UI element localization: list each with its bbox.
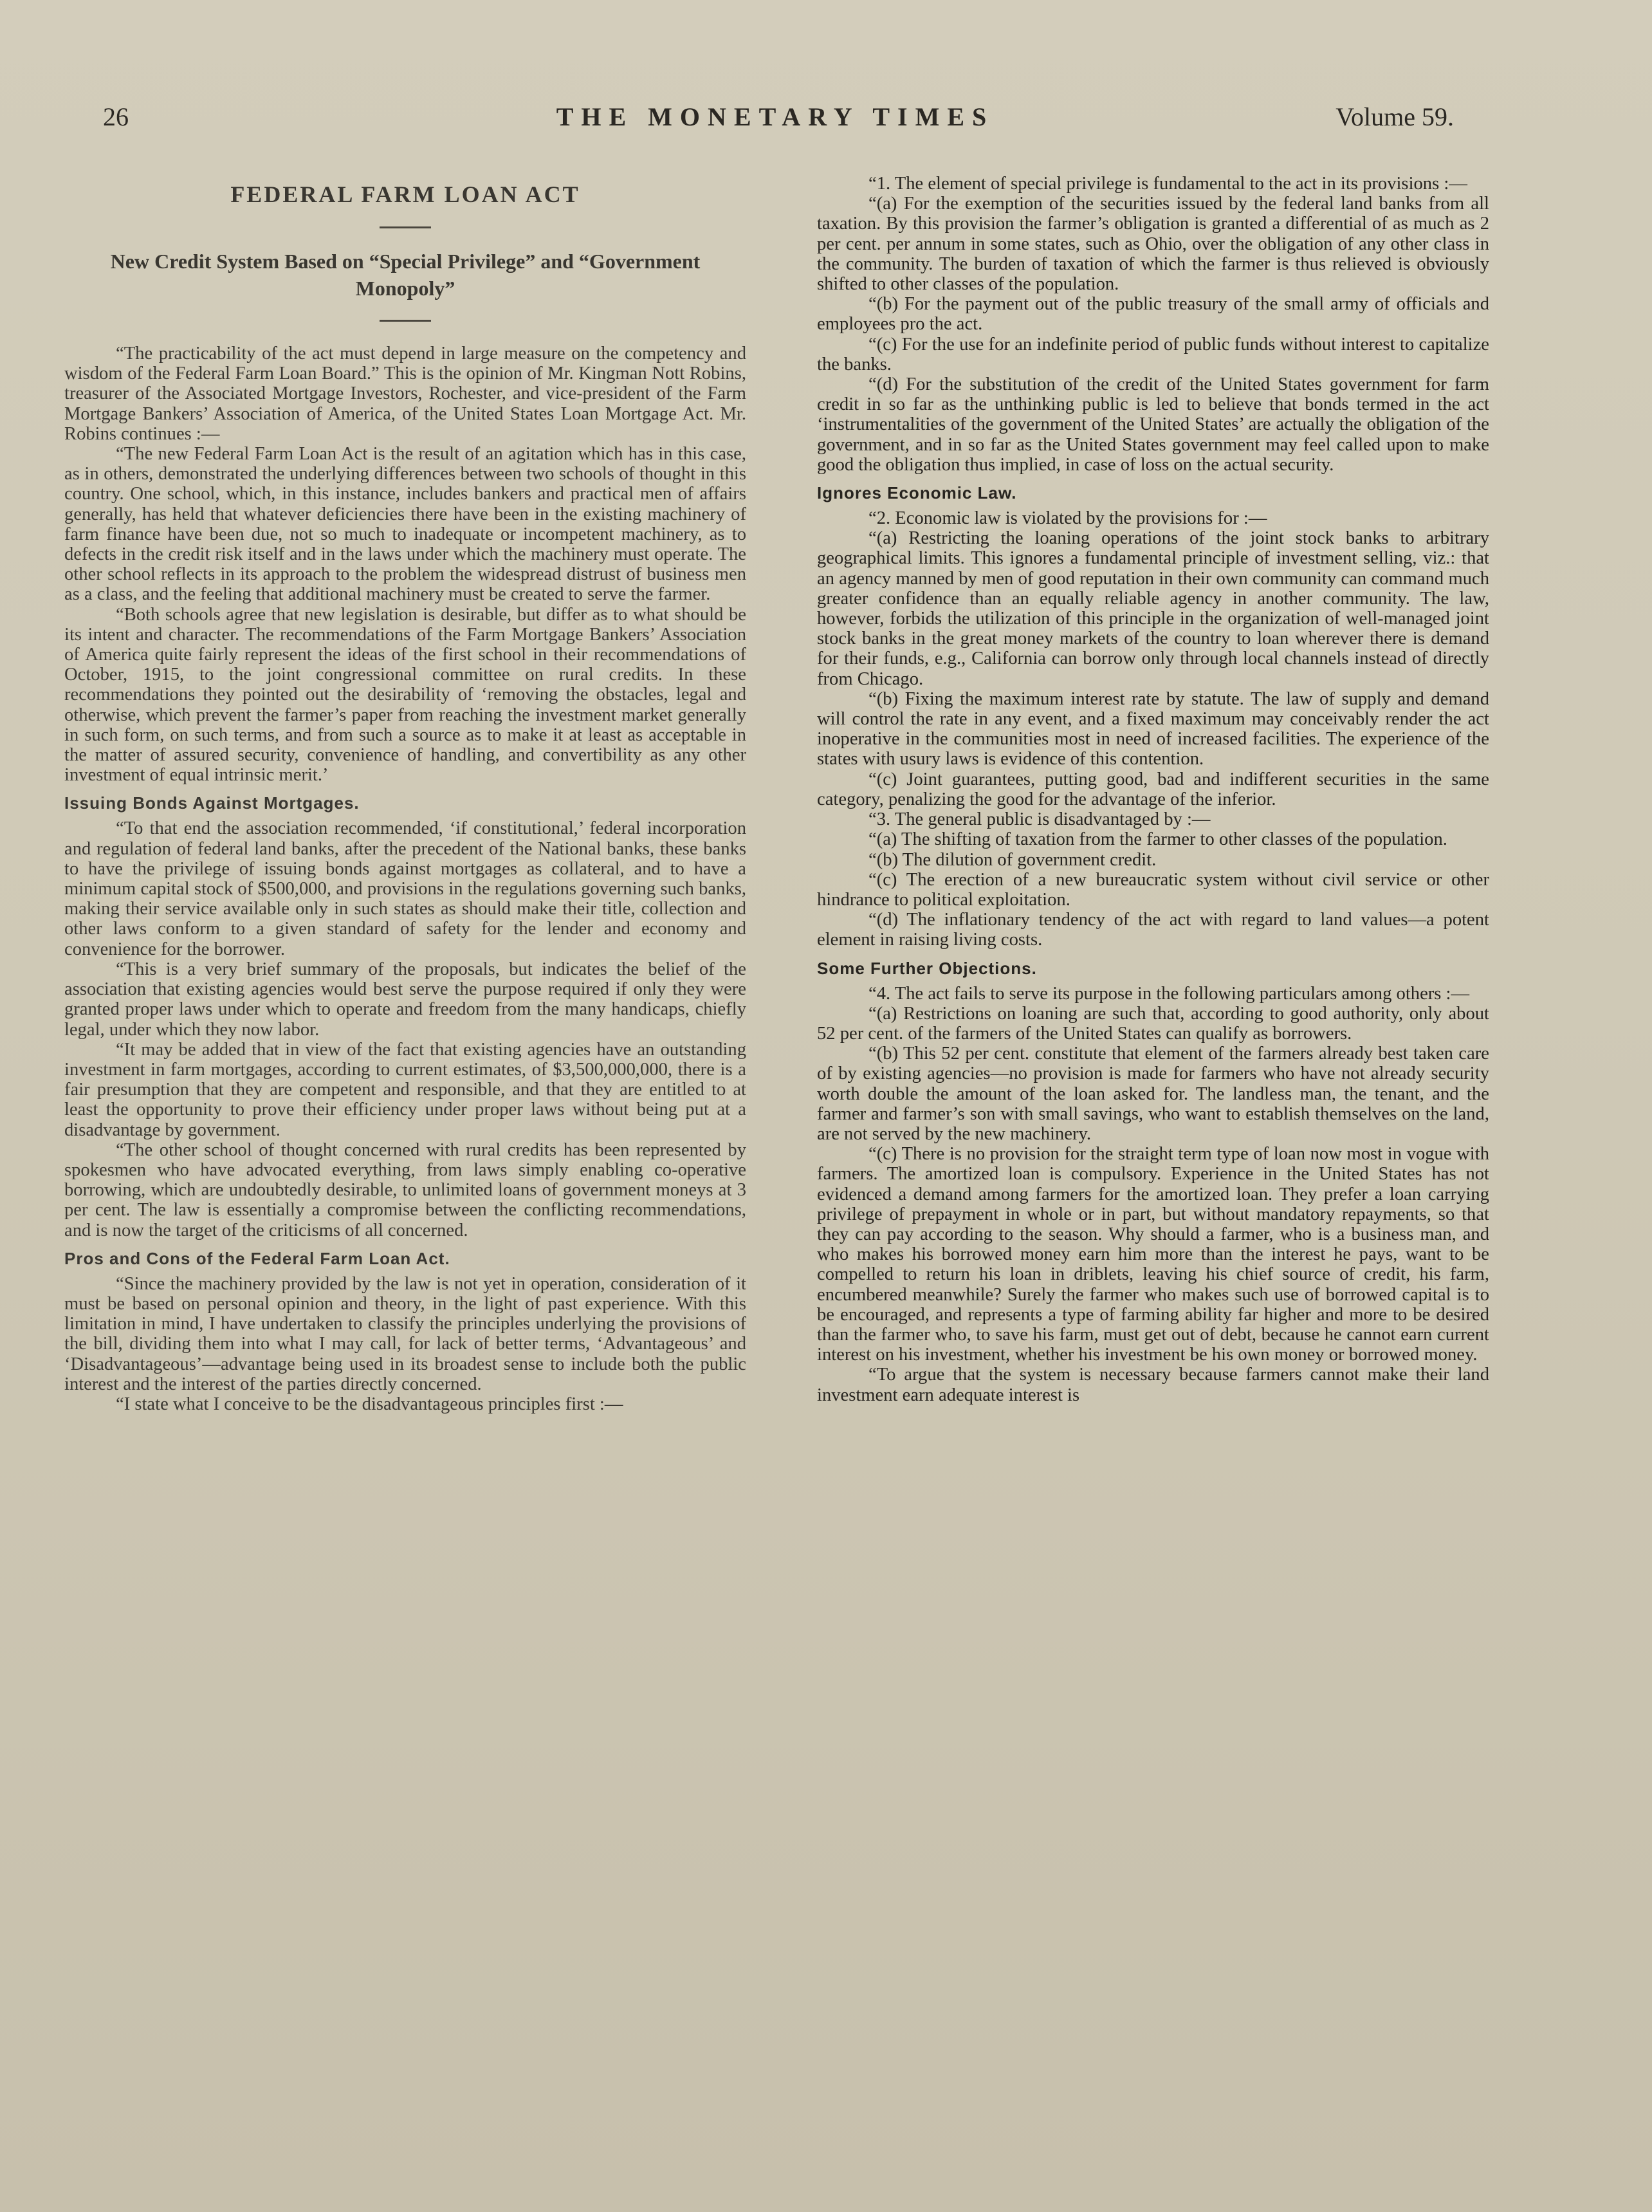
paragraph: “To that end the association recommended, ‘if constitutional,’ federal incorporation and regulation of federal land banks, after the precedent of the National banks, these banks to have the privilege of issuing bonds against mortgages as collateral, and to have a minimum capital stock of $500,000, and provisions in the regulations governing such banks, making their service available only in such states as should make their title, collection and other laws conform to a given standard of safety for the lender and economy and convenience for the borrower.	[64, 818, 746, 959]
paragraph: “(a) The shifting of taxation from the farmer to other classes of the population.	[868, 829, 1447, 850]
paragraph: “3. The general public is disadvantaged by :—	[868, 809, 1211, 830]
paragraph: “(c) Joint guarantees, putting good, bad and indifferent securities in the same category, penalizing the good for the advantage of the inferior.	[817, 769, 1489, 809]
paragraph: “It may be added that in view of the fact that existing agencies have an outstanding investment in farm mortgages, according to current estimates, of $3,500,000,000, there is a fair presumption that they are competent and responsible, and that they are entitled to at least the opportunity to prove their efficiency under proper laws without being put at a disadvantage by government.	[64, 1039, 746, 1140]
paragraph: “I state what I conceive to be the disadvantageous principles first :—	[116, 1394, 623, 1414]
paragraph: “(d) The inflationary tendency of the act with regard to land values—a potent element in raising living costs.	[817, 910, 1489, 950]
paragraph: “(a) Restricting the loaning operations of the joint stock banks to arbitrary geographical limits. This ignores a fundamental principle of investment selling, viz.: that an agency manned by men of good reputation in their own community can command much greater confidence than an equally reliable agency in another community. The law, however, forbids the utilization of this principle in the organization of well-managed joint stock banks in the great money markets of the country to loan wherever there is demand for their funds, e.g., California can borrow only through local channels instead of directly from Chicago.	[817, 528, 1489, 689]
paragraph: “This is a very brief summary of the proposals, but indicates the belief of the association that existing agencies would best serve the purpose required if only they were granted proper laws under which to operate and freedom from the many handicaps, chiefly legal, under which they now labor.	[64, 959, 746, 1040]
right-column	[817, 174, 1489, 1405]
paragraph: “1. The element of special privilege is fundamental to the act in its provisions :—	[868, 174, 1467, 194]
paragraph: “(a) For the exemption of the securities issued by the federal land banks from all taxation. By this provision the farmer’s obligation is granted a differential of as much as 2 per cent. per annum in some states, such as Ohio, over the obligation of any other class in the community. The burden of taxation of which the farmer is thus relieved is obviously shifted to other classes of the population.	[817, 194, 1489, 295]
article-subtitle: New Credit System Based on “Special Privilege” and “Government Monopoly”	[110, 250, 701, 300]
title-divider	[380, 226, 431, 228]
paragraph: “The practicability of the act must depend in large measure on the competency and wisdom of the Federal Farm Loan Board.” This is the opinion of Mr. Kingman Nott Robins, treasurer of the Associated Mortgage Investors, Rochester, and vice-president of the Farm Mortgage Bankers’ Association of America, of the United States Loan Mortgage Act. Mr. Robins continues :—	[64, 344, 746, 444]
paragraph: “The new Federal Farm Loan Act is the result of an agitation which has in this case, as in others, demonstrated the underlying differences between two schools of thought in this country. One school, which, in this instance, includes bankers and practical men of affairs generally, has held that whatever deficiencies there have been in the existing machinery of farm finance have been due, not so much to inadequate or incompetent machinery, as to defects in the credit risk itself and in the laws under which the machinery must operate. The other school reflects in its approach to the problem the widespread distrust of business men as a class, and the feeling that additional machinery must be created to serve the farmer.	[64, 444, 746, 605]
paragraph: “(b) The dilution of government credit.	[868, 849, 1157, 870]
journal-title: THE MONETARY TIMES	[556, 102, 995, 131]
article-title: FEDERAL FARM LOAN ACT	[230, 181, 580, 207]
paragraph: “4. The act fails to serve its purpose in the following particulars among others :—	[868, 983, 1470, 1004]
paragraph: “Since the machinery provided by the law is not yet in operation, consideration of it must be based on personal opinion and theory, in the light of past experience. With this limitation in mind, I have undertaken to classify the principles underlying the provisions of the bill, dividing them into what I may call, for lack of better terms, ‘Advantageous’ and ‘Disadvantageous’—advantage being used in its broadest sense to include both the public interest and the interest of the parties directly concerned.	[64, 1273, 746, 1394]
section-heading: Ignores Economic Law.	[817, 483, 1017, 503]
paragraph: “(c) There is no provision for the straight term type of loan now most in vogue with farmers. The amortized loan is compulsory. Experience in the United States has not evidenced a demand among farmers for the amortized loan. They prefer a loan carrying privilege of prepayment in whole or in part, but without mandatory repayments, so that they can pay according to the season. Why should a farmer, who is a business man, and who makes his borrowed money earn him more than the interest he pays, want to be compelled to return his loan in driblets, leaving his chief source of credit, his farm, encumbered meanwhile? Surely the farmer who makes such use of borrowed capital is to be encouraged, and represents a type of farming ability far higher and more to be desired than the farmer who, to save his farm, must get out of debt, because he cannot earn current interest on his investment, whether his investment be his own money or borrowed money.	[817, 1144, 1489, 1365]
section-heading: Issuing Bonds Against Mortgages.	[64, 793, 360, 813]
left-column	[64, 174, 746, 1414]
paragraph: “(a) Restrictions on loaning are such that, according to good authority, only about 52 per cent. of the farmers of the United States can qualify as borrowers.	[817, 1003, 1489, 1044]
section-heading: Pros and Cons of the Federal Farm Loan Act.	[64, 1248, 450, 1268]
paragraph: “The other school of thought concerned with rural credits has been represented by spokesmen who have advocated everything, from laws simply enabling co-operative borrowing, which are undoubtedly desirable, to unlimited loans of government moneys at 3 per cent. The law is essentially a compromise between the conflicting recommendations, and is now the target of the criticisms of all concerned.	[64, 1139, 746, 1240]
paragraph: “(b) Fixing the maximum interest rate by statute. The law of supply and demand will control the rate in any event, and a fixed maximum may conceivably render the act inoperative in the communities most in need of increased facilities. The experience of the states with usury laws is evidence of this contention.	[817, 688, 1489, 770]
paragraph: “2. Economic law is violated by the provisions for :—	[868, 508, 1267, 529]
volume-label: Volume 59.	[1335, 102, 1454, 131]
subtitle-divider	[380, 320, 431, 322]
paragraph: “(c) For the use for an indefinite period of public funds without interest to capitalize the banks.	[817, 334, 1489, 374]
paragraph: “(d) For the substitution of the credit of the United States government for farm credit in so far as the unthinking public is led to believe that bonds termed in the act ‘instrumentalities of the government of the United States’ are actually the obligation of the government, and in so far as the United States government may feel called upon to make good the obligation thus implied, in case of loss on the actual security.	[817, 374, 1489, 475]
page-header	[96, 102, 1454, 147]
paragraph: “(c) The erection of a new bureaucratic system without civil service or other hindrance to political exploitation.	[817, 869, 1489, 910]
page-number: 26	[103, 102, 129, 131]
paragraph: “(b) This 52 per cent. constitute that element of the farmers already best taken care of by existing agencies—no provision is made for farmers who have not already security worth double the amount of the loan asked for. The landless man, the tenant, and the farmer and farmer’s son with small savings, who want to establish themselves on the land, are not served by the new machinery.	[817, 1044, 1489, 1144]
paragraph: “To argue that the system is necessary because farmers cannot make their land investment earn adequate interest is	[817, 1365, 1489, 1405]
paragraph: “Both schools agree that new legislation is desirable, but differ as to what should be its intent and character. The recommendations of the Farm Mortgage Bankers’ Association of America quite fairly represent the ideas of the first school in their recommendations of October, 1915, to the joint congressional committee on rural credits. In these recommendations they pointed out the desirability of ‘removing the obstacles, legal and otherwise, which prevent the farmer’s paper from reaching the investment market generally in such form, on such terms, and from such a source as to make it at least as acceptable in the matter of assured security, convenience of handling, and convertibility as any other investment of equal intrinsic merit.’	[64, 604, 746, 786]
section-heading: Some Further Objections.	[817, 958, 1037, 978]
paragraph: “(b) For the payment out of the public treasury of the small army of officials and employees pro the act.	[817, 294, 1489, 335]
